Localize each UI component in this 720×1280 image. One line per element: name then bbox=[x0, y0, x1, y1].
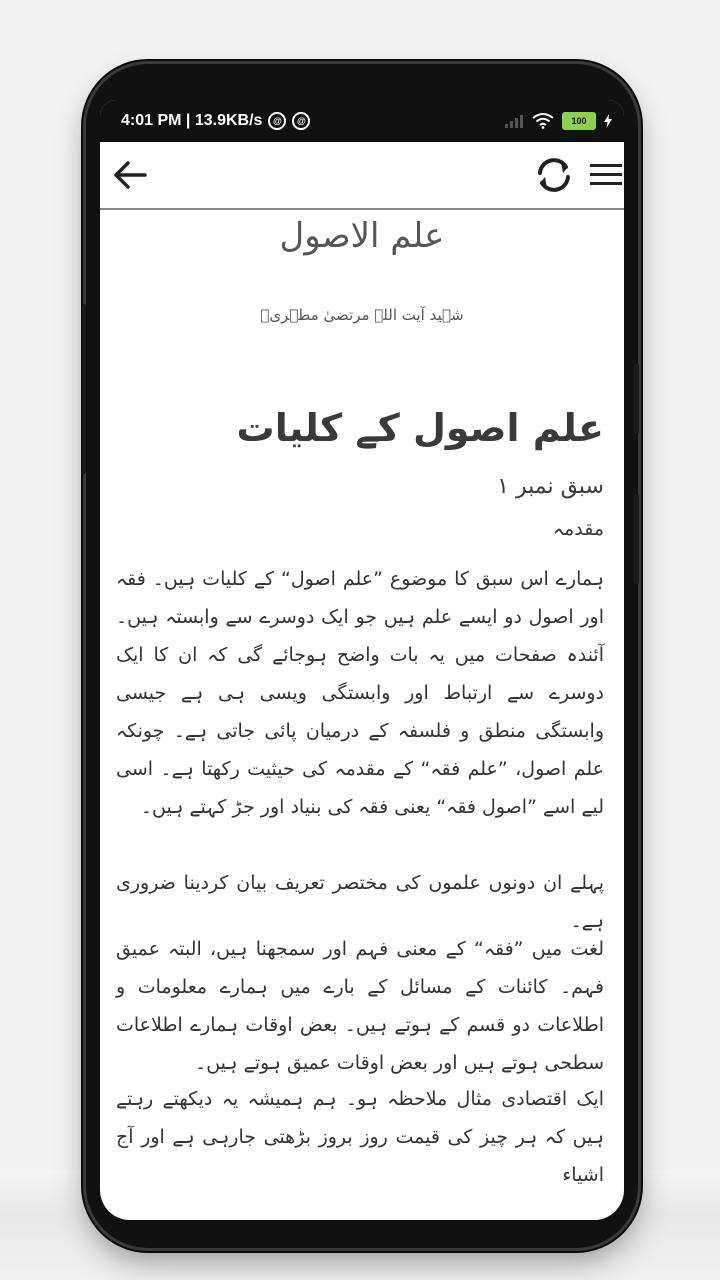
volume-button bbox=[82, 304, 86, 474]
book-author: شہید آیت اللہ مرتضیٰ مطہریؒ bbox=[260, 306, 464, 324]
arrow-left-icon bbox=[110, 155, 150, 195]
back-button[interactable] bbox=[110, 155, 150, 195]
paragraph: پہلے ان دونوں علموں کی مختصر تعریف بیان کردینا ضروری ہے۔ bbox=[116, 872, 604, 932]
paragraph: ہمارے اس سبق کا موضوع ”علم اصول“ کے کلیات ہیں۔ فقہ اور اصول دو ایسے علم ہیں جو ایک دوسرے سے وابستہ ہیں۔ آئندہ صفحات میں یہ بات واضح ہوجائے گی کہ ان کا ایک دوسرے سے ارتباط اور وابستگی ویسی ہی ہے جیسی وابستگی منطق و فلسفہ کے درمیان پائی جاتی ہے۔ چونکہ علم اصول، ”علم فقہ“ کے مقدمہ کی حیثیت رکھتا ہے۔ اسی لیے اسے ”اصول فقہ“ یعنی فقہ کی بنیاد اور جڑ کہتے ہیں۔ bbox=[116, 568, 604, 818]
book-title: علم الاصول bbox=[279, 216, 445, 256]
charging-icon bbox=[604, 114, 612, 128]
lesson-number: سبق نمبر ۱ bbox=[497, 474, 604, 499]
battery-level: 100 bbox=[564, 114, 594, 128]
app-toolbar bbox=[100, 142, 624, 210]
chapter-heading: علم اصول کے کلیات bbox=[236, 406, 604, 450]
status-bar bbox=[100, 100, 624, 142]
side-button bbox=[634, 494, 639, 584]
status-time-speed: 4:01 PM | 13.9KB/s bbox=[121, 112, 263, 129]
battery-icon bbox=[562, 112, 596, 130]
intro-label: مقدمہ bbox=[552, 518, 604, 540]
refresh-button[interactable] bbox=[532, 153, 576, 197]
hamburger-menu-icon bbox=[588, 158, 624, 192]
paragraph: ایک اقتصادی مثال ملاحظہ ہو۔ ہم ہمیشہ یہ دیکھتے رہتے ہیں کہ ہر چیز کی قیمت روز بروز بڑھتی جارہی ہے اور آج اشیاء bbox=[116, 1088, 604, 1186]
notification-icon-2: @ bbox=[292, 112, 310, 130]
power-button bbox=[634, 364, 639, 434]
refresh-icon bbox=[532, 153, 576, 197]
reader-content bbox=[100, 210, 624, 1220]
signal-icon bbox=[504, 114, 524, 128]
notification-icon: @ bbox=[268, 112, 286, 130]
bottom-fade bbox=[100, 1204, 624, 1220]
paragraph: لغت میں ”فقہ“ کے معنی فہم اور سمجھنا ہیں، البتہ عمیق فہم۔ کائنات کے مسائل کے بارے میں ہمارے معلومات و اطلاعات دو قسم کے ہوتے ہیں۔ بعض اوقات ہمارے اطلاعات سطحی ہوتے ہیں اور بعض اوقات عمیق ہوتے ہیں۔ bbox=[116, 938, 604, 1074]
phone-screen bbox=[100, 100, 624, 1220]
menu-button[interactable] bbox=[588, 158, 624, 192]
wifi-icon bbox=[532, 113, 554, 129]
